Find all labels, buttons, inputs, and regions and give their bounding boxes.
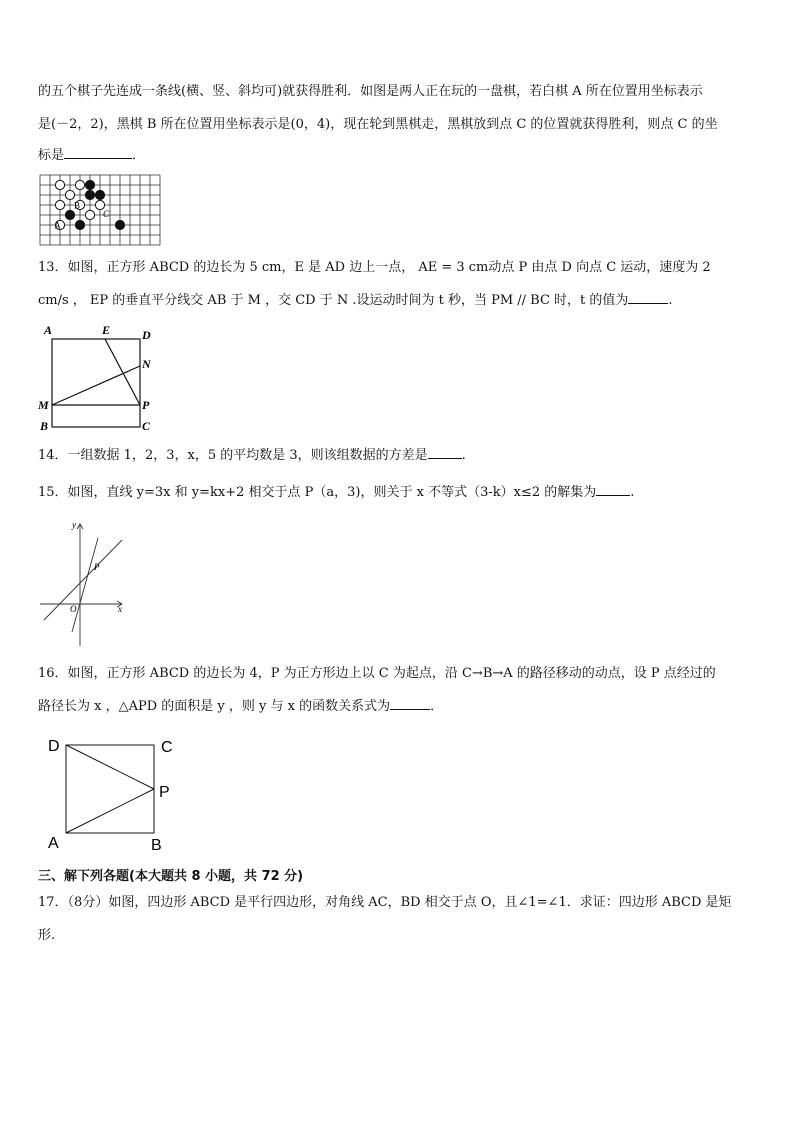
label-c: C: [161, 739, 173, 756]
q12-line-2: 是(－2，2)，黑棋 B 所在位置用坐标表示是(0，4)，现在轮到黑棋走，黑棋放到点 C 的位置就获得胜利，则点 C 的坐: [38, 117, 718, 132]
q14-line: [38, 446, 466, 465]
go-board-figure: [38, 173, 162, 247]
q16-answer-blank: [390, 697, 430, 710]
label-e: E: [102, 323, 111, 337]
q15-graph-figure: [38, 516, 128, 648]
label-a: A: [48, 835, 59, 852]
q16-line-2-end: ．: [430, 699, 444, 714]
q14-text: 14．一组数据 1，2，3，x，5 的平均数是 3，则该组数据的方差是: [38, 448, 428, 463]
q16-square-figure: [40, 733, 190, 855]
q15-line: [38, 483, 634, 502]
white-stone: [65, 190, 74, 199]
black-stone: [85, 180, 94, 189]
black-stone: [85, 190, 94, 199]
section-3-title: 三、解下列各题(本大题共 8 小题，共 72 分): [38, 869, 304, 884]
black-stone: [75, 220, 84, 229]
q12-answer-blank: [64, 146, 132, 159]
q12-line-1: 的五个棋子先连成一条线(横、竖、斜均可)就获得胜利．如图是两人正在玩的一盘棋，若白棋 A 所在位置用坐标表示: [38, 84, 703, 99]
q15-text: 15．如图，直线 y=3x 和 y=kx+2 相交于点 P（a，3)，则关于 x 不等式（3-k）x≤2 的解集为: [38, 485, 597, 500]
q14-end: .: [461, 448, 466, 463]
q12-line-3-text: 标是: [38, 148, 65, 163]
q13-square-figure: [36, 322, 156, 434]
label-c: C: [103, 209, 110, 219]
label-y: y: [72, 520, 76, 530]
q16-line-2-text: 路径长为 x ，△APD 的面积是 y ，则 y 与 x 的函数关系式为: [38, 699, 391, 714]
q16-line-1: 16．如图，正方形 ABCD 的边长为 4，P 为正方形边上以 C 为起点，沿 C→B→A 的路径移动的动点，设 P 点经过的: [38, 666, 716, 681]
q17-line-2: 形.: [38, 928, 56, 943]
label-b: B: [151, 837, 162, 854]
label-p: P: [159, 784, 170, 801]
black-stone: [95, 190, 104, 199]
q13-answer-blank: [628, 291, 668, 304]
white-stone: [75, 180, 84, 189]
label-b: B: [73, 200, 81, 211]
label-d: D: [142, 328, 151, 342]
q14-answer-blank: [428, 446, 462, 459]
q15-answer-blank: [596, 483, 630, 496]
label-m: M: [38, 398, 49, 412]
label-x: x: [118, 604, 122, 614]
white-stone: [85, 210, 94, 219]
q13-line-2-text: cm/s ， EP 的垂直平分线交 AB 于 M ，交 CD 于 N .设运动时间为 t 秒，当 PM // BC 时，t 的值为: [38, 293, 629, 308]
q13-line-2-end: .: [668, 293, 673, 308]
q12-line-3-end: ．: [132, 148, 146, 163]
label-o: O: [70, 604, 77, 614]
q15-end: .: [630, 485, 635, 500]
label-c: C: [142, 419, 151, 433]
q13-line-2: [38, 291, 673, 310]
q17-line-1: 17．（8分）如图，四边形 ABCD 是平行四边形，对角线 AC，BD 相交于点 O，且∠1=∠1．求证：四边形 ABCD 是矩: [38, 895, 732, 910]
label-a: A: [54, 220, 61, 231]
label-n: N: [142, 357, 151, 371]
q16-line-2: [38, 697, 443, 716]
label-p: P: [94, 562, 100, 572]
label-p: P: [142, 398, 150, 412]
white-stone: [55, 200, 64, 209]
black-stone: [115, 220, 124, 229]
label-a: A: [44, 323, 53, 337]
label-d: D: [48, 738, 60, 755]
q13-line-1: 13．如图，正方形 ABCD 的边长为 5 cm，E 是 AD 边上一点， AE = 3 cm动点 P 由点 D 向点 C 运动，速度为 2: [38, 260, 711, 275]
white-stone: [55, 180, 64, 189]
label-b: B: [40, 419, 49, 433]
black-stone: [65, 210, 74, 219]
q12-line-3: [38, 146, 145, 165]
